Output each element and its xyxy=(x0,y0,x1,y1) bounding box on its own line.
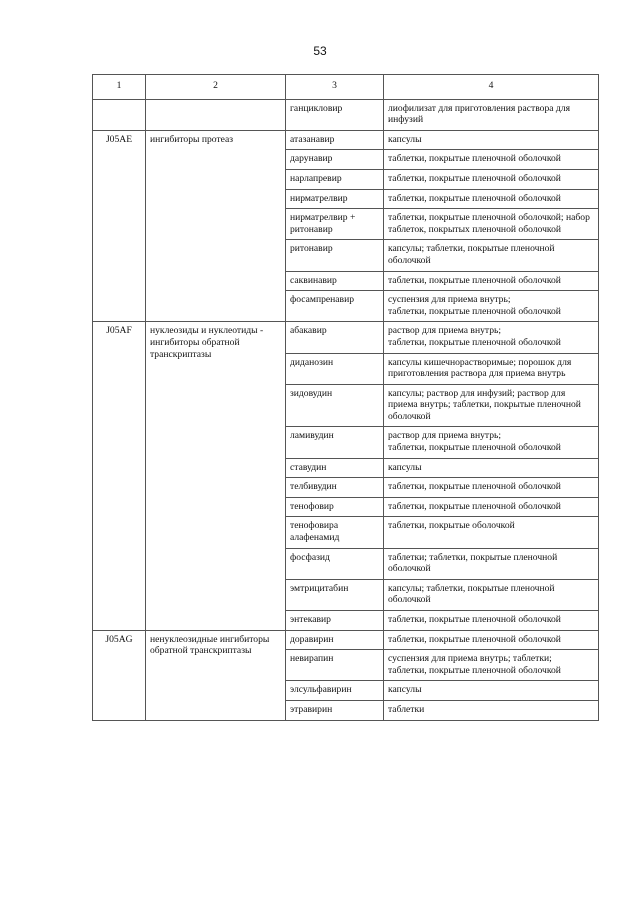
dosage-forms: таблетки, покрытые пленочной оболочкой xyxy=(384,630,599,650)
drug-name: фосампренавир xyxy=(286,291,384,322)
dosage-forms: таблетки, покрытые пленочной оболочкой; набор таблеток, покрытых пленочной оболочкой xyxy=(384,209,599,240)
dosage-forms: таблетки, покрытые пленочной оболочкой xyxy=(384,497,599,517)
column-header: 3 xyxy=(286,75,384,100)
dosage-forms: капсулы кишечнорастворимые; порошок для приготовления раствора для приема внутрь xyxy=(384,353,599,384)
dosage-forms: таблетки, покрытые пленочной оболочкой xyxy=(384,611,599,631)
atc-code: J05AG xyxy=(93,630,146,720)
table-row xyxy=(93,130,599,150)
drug-name: абакавир xyxy=(286,322,384,353)
group-name: нуклеозиды и нуклеотиды - ингибиторы обратной транскриптазы xyxy=(146,322,286,630)
dosage-forms: таблетки, покрытые пленочной оболочкой xyxy=(384,169,599,189)
drug-name: атазанавир xyxy=(286,130,384,150)
dosage-forms: таблетки, покрытые пленочной оболочкой xyxy=(384,189,599,209)
dosage-forms: лиофилизат для приготовления раствора для инфузий xyxy=(384,99,599,130)
dosage-forms: таблетки, покрытые пленочной оболочкой xyxy=(384,478,599,498)
dosage-forms: капсулы; раствор для инфузий; раствор для приема внутрь; таблетки, покрытые пленочной оболочкой xyxy=(384,384,599,427)
dosage-forms: суспензия для приема внутрь; таблетки, покрытые пленочной оболочкой xyxy=(384,291,599,322)
drug-name: ставудин xyxy=(286,458,384,478)
group-name: ингибиторы протеаз xyxy=(146,130,286,322)
atc-code: J05AF xyxy=(93,322,146,630)
dosage-forms: капсулы xyxy=(384,458,599,478)
drug-name: фосфазид xyxy=(286,548,384,579)
column-header: 4 xyxy=(384,75,599,100)
drug-name: невирапин xyxy=(286,650,384,681)
drug-name: ганцикловир xyxy=(286,99,384,130)
atc-code: J05AE xyxy=(93,130,146,322)
drug-name: эмтрицитабин xyxy=(286,579,384,610)
drug-name: тенофовира алафенамид xyxy=(286,517,384,548)
dosage-forms: капсулы; таблетки, покрытые пленочной оболочкой xyxy=(384,579,599,610)
drug-name: телбивудин xyxy=(286,478,384,498)
dosage-forms: таблетки, покрытые оболочкой xyxy=(384,517,599,548)
code-cell xyxy=(93,99,146,130)
column-header: 1 xyxy=(93,75,146,100)
drug-name: энтекавир xyxy=(286,611,384,631)
dosage-forms: таблетки; таблетки, покрытые пленочной оболочкой xyxy=(384,548,599,579)
drug-name: тенофовир xyxy=(286,497,384,517)
drug-name: элсульфавирин xyxy=(286,681,384,701)
table-row xyxy=(93,322,599,353)
column-header: 2 xyxy=(146,75,286,100)
dosage-forms: суспензия для приема внутрь; таблетки; таблетки, покрытые пленочной оболочкой xyxy=(384,650,599,681)
group-name: ненуклеозидные ингибиторы обратной транскриптазы xyxy=(146,630,286,720)
drug-table xyxy=(92,74,599,721)
drug-name: нирматрелвир + ритонавир xyxy=(286,209,384,240)
page-number: 53 xyxy=(313,44,327,58)
dosage-forms: капсулы xyxy=(384,681,599,701)
dosage-forms: капсулы xyxy=(384,130,599,150)
drug-name: этравирин xyxy=(286,700,384,720)
table-row xyxy=(93,630,599,650)
drug-name: саквинавир xyxy=(286,271,384,291)
dosage-forms: капсулы; таблетки, покрытые пленочной оболочкой xyxy=(384,240,599,271)
drug-name: дарунавир xyxy=(286,150,384,170)
header-row xyxy=(93,75,599,100)
dosage-forms: таблетки, покрытые пленочной оболочкой xyxy=(384,271,599,291)
drug-name: ритонавир xyxy=(286,240,384,271)
drug-name: зидовудин xyxy=(286,384,384,427)
drug-name: нарлапревир xyxy=(286,169,384,189)
table-row xyxy=(93,99,599,130)
drug-name: нирматрелвир xyxy=(286,189,384,209)
dosage-forms: таблетки, покрытые пленочной оболочкой xyxy=(384,150,599,170)
group-cell xyxy=(146,99,286,130)
drug-name: доравирин xyxy=(286,630,384,650)
dosage-forms: таблетки xyxy=(384,700,599,720)
dosage-forms: раствор для приема внутрь; таблетки, покрытые пленочной оболочкой xyxy=(384,322,599,353)
drug-name: диданозин xyxy=(286,353,384,384)
drug-name: ламивудин xyxy=(286,427,384,458)
dosage-forms: раствор для приема внутрь; таблетки, покрытые пленочной оболочкой xyxy=(384,427,599,458)
